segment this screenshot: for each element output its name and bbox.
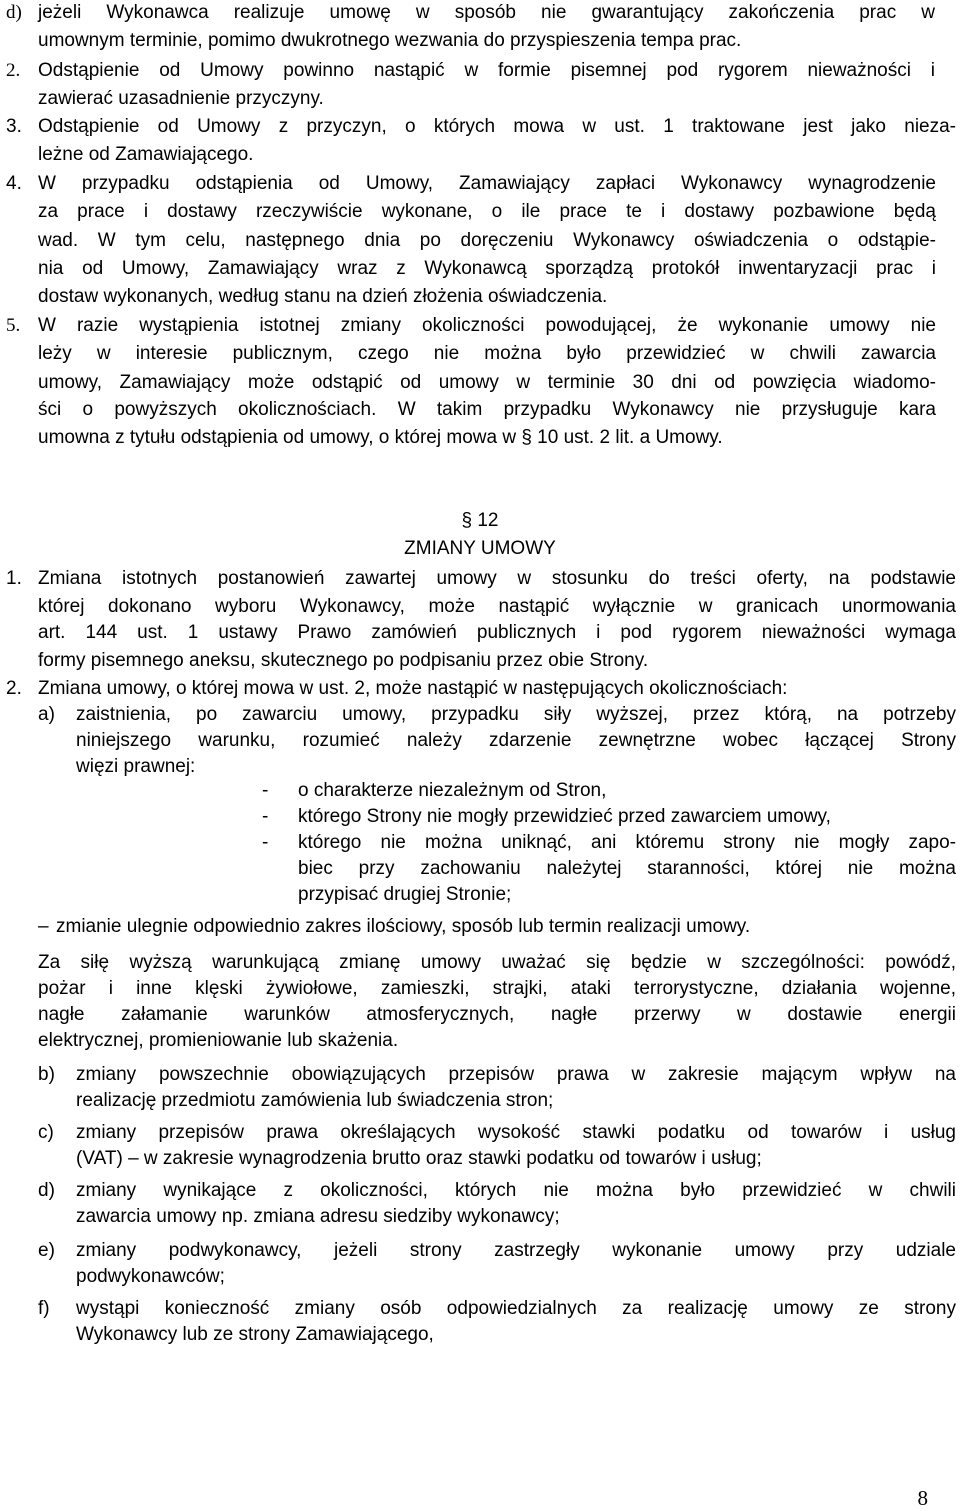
item-a-line-3: więzi prawnej:: [76, 756, 196, 777]
condition-2-marker: -: [262, 806, 269, 827]
point-2-line-1: Odstąpienie od Umowy powinno nastąpić w formie pisemnej pod rygorem nieważności i: [38, 60, 935, 81]
point-4-line-2: za prace i dostawy rzeczywiście wykonane, o ile prace te i dostawy pozbawione będą: [38, 201, 936, 222]
item-f-line-1: wystąpi konieczność zmiany osób odpowiedzialnych za realizację umowy ze strony: [76, 1298, 956, 1319]
item-a-line-2: niniejszego warunku, rozumieć należy zdarzenie zewnętrzne wobec łączącej Strony: [76, 730, 956, 751]
consequence-dash: –: [38, 916, 49, 937]
item-b-line-2: realizację przedmiotu zamówienia lub świadczenia stron;: [76, 1090, 554, 1111]
point-4-line-3: wad. W tym celu, następnego dnia po doręczeniu Wykonawcy oświadczenia o odstąpie-: [38, 230, 936, 251]
point-3-line-2: leżne od Zamawiającego.: [38, 144, 254, 165]
point-4-line-1: W przypadku odstąpienia od Umowy, Zamawiający zapłaci Wykonawcy wynagrodzenie: [38, 173, 936, 194]
point-5-line-1: W razie wystąpienia istotnej zmiany okoliczności powodującej, że wykonanie umowy nie: [38, 315, 936, 336]
item-e-marker: e): [38, 1240, 55, 1261]
condition-2-line: którego Strony nie mogły przewidzieć przed zawarciem umowy,: [298, 806, 831, 827]
item-d-line-1: jeżeli Wykonawca realizuje umowę w sposób nie gwarantujący zakończenia prac w: [38, 2, 935, 23]
item-marker-d: d): [6, 2, 22, 23]
item-b-line-1: zmiany powszechnie obowiązujących przepisów prawa w zakresie mającym wpływ na: [76, 1064, 956, 1085]
condition-3-marker: -: [262, 832, 269, 853]
s12-point-1-line-4: formy pisemnego aneksu, skutecznego po podpisaniu przez obie Strony.: [38, 650, 649, 671]
point-5-line-4: ści o powyższych okolicznościach. W takim przypadku Wykonawcy nie przysługuje kara: [38, 399, 936, 420]
item-f-marker: f): [38, 1298, 50, 1319]
s12-point-1-marker: 1.: [6, 568, 22, 589]
page-number: 8: [917, 1486, 928, 1510]
item-e-line-2: podwykonawców;: [76, 1266, 225, 1287]
item-f-line-2: Wykonawcy lub ze strony Zamawiającego,: [76, 1324, 434, 1345]
s12-point-1-line-2: której dokonano wyboru Wykonawcy, może nastąpić wyłącznie w granicach unormowania: [38, 596, 956, 617]
item-d2-line-2: zawarcia umowy np. zmiana adresu siedziby wykonawcy;: [76, 1206, 560, 1227]
item-a-marker: a): [38, 704, 55, 725]
item-e-line-1: zmiany podwykonawcy, jeżeli strony zastrzegły wykonanie umowy przy udziale: [76, 1240, 956, 1261]
force-majeure-line-1: Za siłę wyższą warunkującą zmianę umowy uważać się będzie w szczególności: powódź,: [38, 952, 956, 973]
section-heading: § 12: [461, 510, 499, 531]
section-title: ZMIANY UMOWY: [404, 538, 556, 559]
s12-point-1-line-1: Zmiana istotnych postanowień zawartej umowy w stosunku do treści oferty, na podstawie: [38, 568, 956, 589]
item-d2-marker: d): [38, 1180, 55, 1201]
consequence-line: zmianie ulegnie odpowiednio zakres ilościowy, sposób lub termin realizacji umowy.: [56, 916, 751, 937]
condition-3-line-2: biec przy zachowaniu należytej staranności, której nie można: [298, 858, 956, 879]
point-5-line-5: umowna z tytułu odstąpienia od umowy, o której mowa w § 10 ust. 2 lit. a Umowy.: [38, 427, 723, 448]
item-b-marker: b): [38, 1064, 55, 1085]
point-2-line-2: zawierać uzasadnienie przyczyny.: [38, 88, 324, 109]
condition-3-line-3: przypisać drugiej Stronie;: [298, 884, 512, 905]
force-majeure-line-3: nagłe załamanie warunków atmosferycznych, nagłe przerwy w dostawie energii: [38, 1004, 956, 1025]
item-d-line-2: umownym terminie, pomimo dwukrotnego wezwania do przyspieszenia tempa prac.: [38, 30, 742, 51]
condition-1-marker: -: [262, 780, 269, 801]
point-4-line-5: dostaw wykonanych, według stanu na dzień złożenia oświadczenia.: [38, 286, 608, 307]
item-c-marker: c): [38, 1122, 54, 1143]
s12-point-1-line-3: art. 144 ust. 1 ustawy Prawo zamówień publicznych i pod rygorem nieważności wymaga: [38, 622, 956, 643]
s12-point-2-line: Zmiana umowy, o której mowa w ust. 2, może nastąpić w następujących okolicznościach:: [38, 678, 788, 699]
point-3-line-1: Odstąpienie od Umowy z przyczyn, o których mowa w ust. 1 traktowane jest jako nieza-: [38, 116, 956, 137]
item-d2-line-1: zmiany wynikające z okoliczności, których nie można było przewidzieć w chwili: [76, 1180, 956, 1201]
point-5-line-3: umowy, Zamawiający może odstąpić od umowy w terminie 30 dni od powzięcia wiadomo-: [38, 372, 936, 393]
point-3-marker: 3.: [6, 116, 22, 137]
condition-3-line-1: którego nie można uniknąć, ani któremu strony nie mogły zapo-: [298, 832, 956, 853]
force-majeure-line-2: pożar i inne klęski żywiołowe, zamieszki, strajki, ataki terrorystyczne, działania wojenne,: [38, 978, 956, 999]
item-c-line-1: zmiany przepisów prawa określających wysokość stawki podatku od towarów i usług: [76, 1122, 956, 1143]
item-c-line-2: (VAT) – w zakresie wynagrodzenia brutto oraz stawki podatku od towarów i usług;: [76, 1148, 762, 1169]
point-2-marker: 2.: [6, 60, 21, 81]
point-5-line-2: leży w interesie publicznym, czego nie można było przewidzieć w chwili zawarcia: [38, 343, 936, 364]
s12-point-2-marker: 2.: [6, 678, 22, 699]
item-a-line-1: zaistnienia, po zawarciu umowy, przypadku siły wyższej, przez którą, na potrzeby: [76, 704, 956, 725]
force-majeure-line-4: elektrycznej, promieniowanie lub skażenia.: [38, 1030, 399, 1051]
point-4-marker: 4.: [6, 173, 22, 194]
point-4-line-4: nia od Umowy, Zamawiający wraz z Wykonawcą sporządzą protokół inwentaryzacji prac i: [38, 258, 936, 279]
condition-1-line: o charakterze niezależnym od Stron,: [298, 780, 607, 801]
point-5-marker: 5.: [6, 315, 21, 336]
